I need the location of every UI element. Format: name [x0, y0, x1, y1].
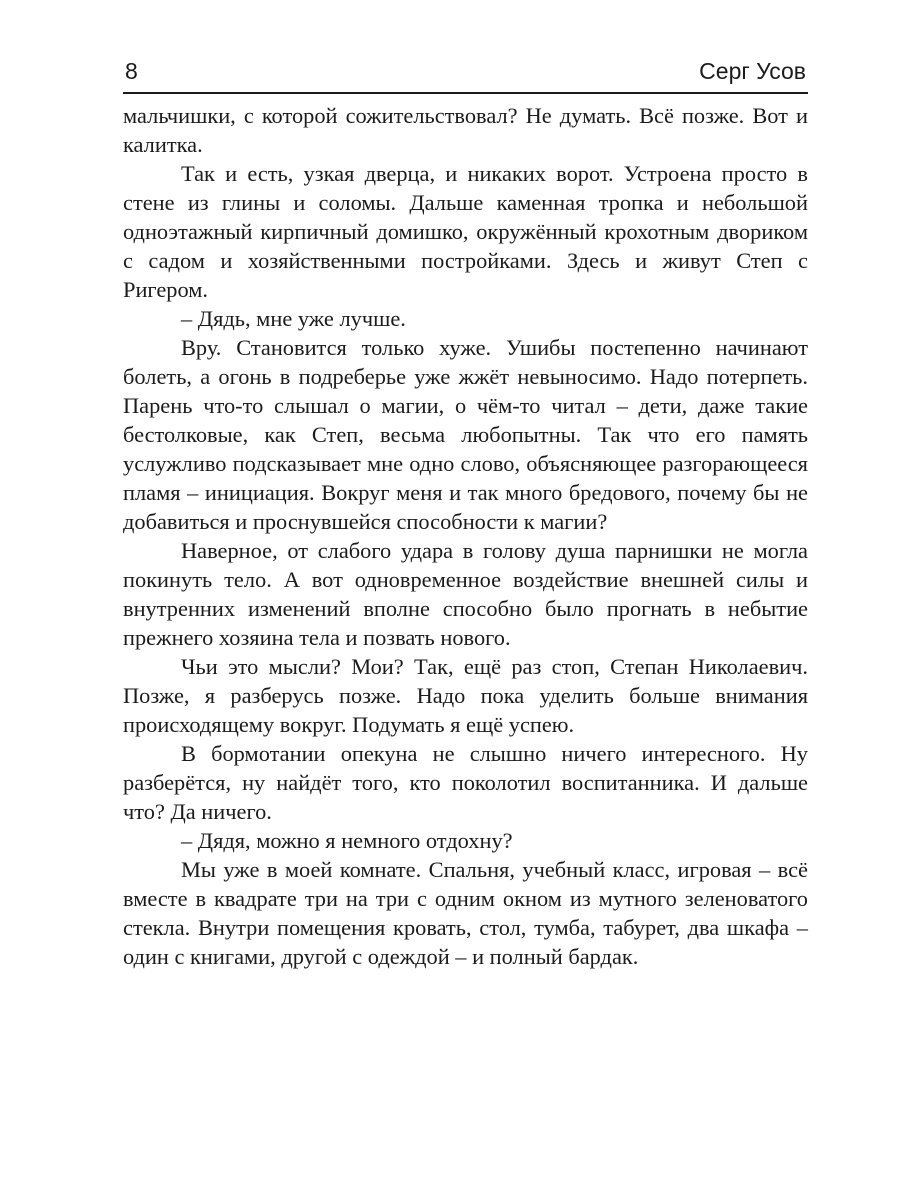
running-head-author: Серг Усов	[699, 58, 806, 84]
paragraph: Мы уже в моей комнате. Спальня, учебный класс, игровая – всё вместе в квадрате три на три с одним окном из мутного зеленоватого стекла. Внутри помещения кровать, стол, тумба, табурет, два шкафа – один с книгами, другой с одеждой – и полный бардак.	[123, 857, 808, 969]
paragraph: В бормотании опекуна не слышно ничего интересного. Ну разберётся, ну найдёт того, кто поколотил воспитанника. И дальше что? Да ничего.	[123, 741, 808, 824]
paragraph: Вру. Становится только хуже. Ушибы постепенно начинают болеть, а огонь в подреберье уже жжёт невыносимо. Надо потерпеть. Парень что-то слышал о магии, о чём-то читал – дети, даже такие бестолковые, как Степ, весьма любопытны. Так что его память услужливо подсказывает мне одно слово, объясняющее разгорающееся пламя – инициация. Вокруг меня и так много бредового, почему бы не добавиться и проснувшейся способности к магии?	[123, 335, 808, 534]
paragraph: Чьи это мысли? Мои? Так, ещё раз стоп, Степан Николаевич. Позже, я разберусь позже. Надо пока уделить больше внимания происходящему вокруг. Подумать я ещё успею.	[123, 654, 808, 737]
dialogue-line: – Дядь, мне уже лучше.	[181, 306, 406, 331]
paragraph: Так и есть, узкая дверца, и никаких ворот. Устроена просто в стене из глины и соломы. Дальше каменная тропка и небольшой одноэтажный кирпичный домишко, окружённый крохотным двориком с садом и хозяйственными постройками. Здесь и живут Степ с Ригером.	[123, 161, 808, 302]
paragraph: Наверное, от слабого удара в голову душа парнишки не могла покинуть тело. А вот одновременное воздействие внешней силы и внутренних изменений вполне способно было прогнать в небытие прежнего хозяина тела и позвать нового.	[123, 538, 808, 650]
page-header	[123, 58, 808, 94]
dialogue-line: – Дядя, можно я немного отдохну?	[181, 828, 513, 853]
page-body	[123, 101, 808, 971]
paragraph: мальчишки, с которой сожительствовал? Не думать. Всё позже. Вот и калитка.	[123, 103, 808, 157]
page-number: 8	[125, 58, 138, 84]
